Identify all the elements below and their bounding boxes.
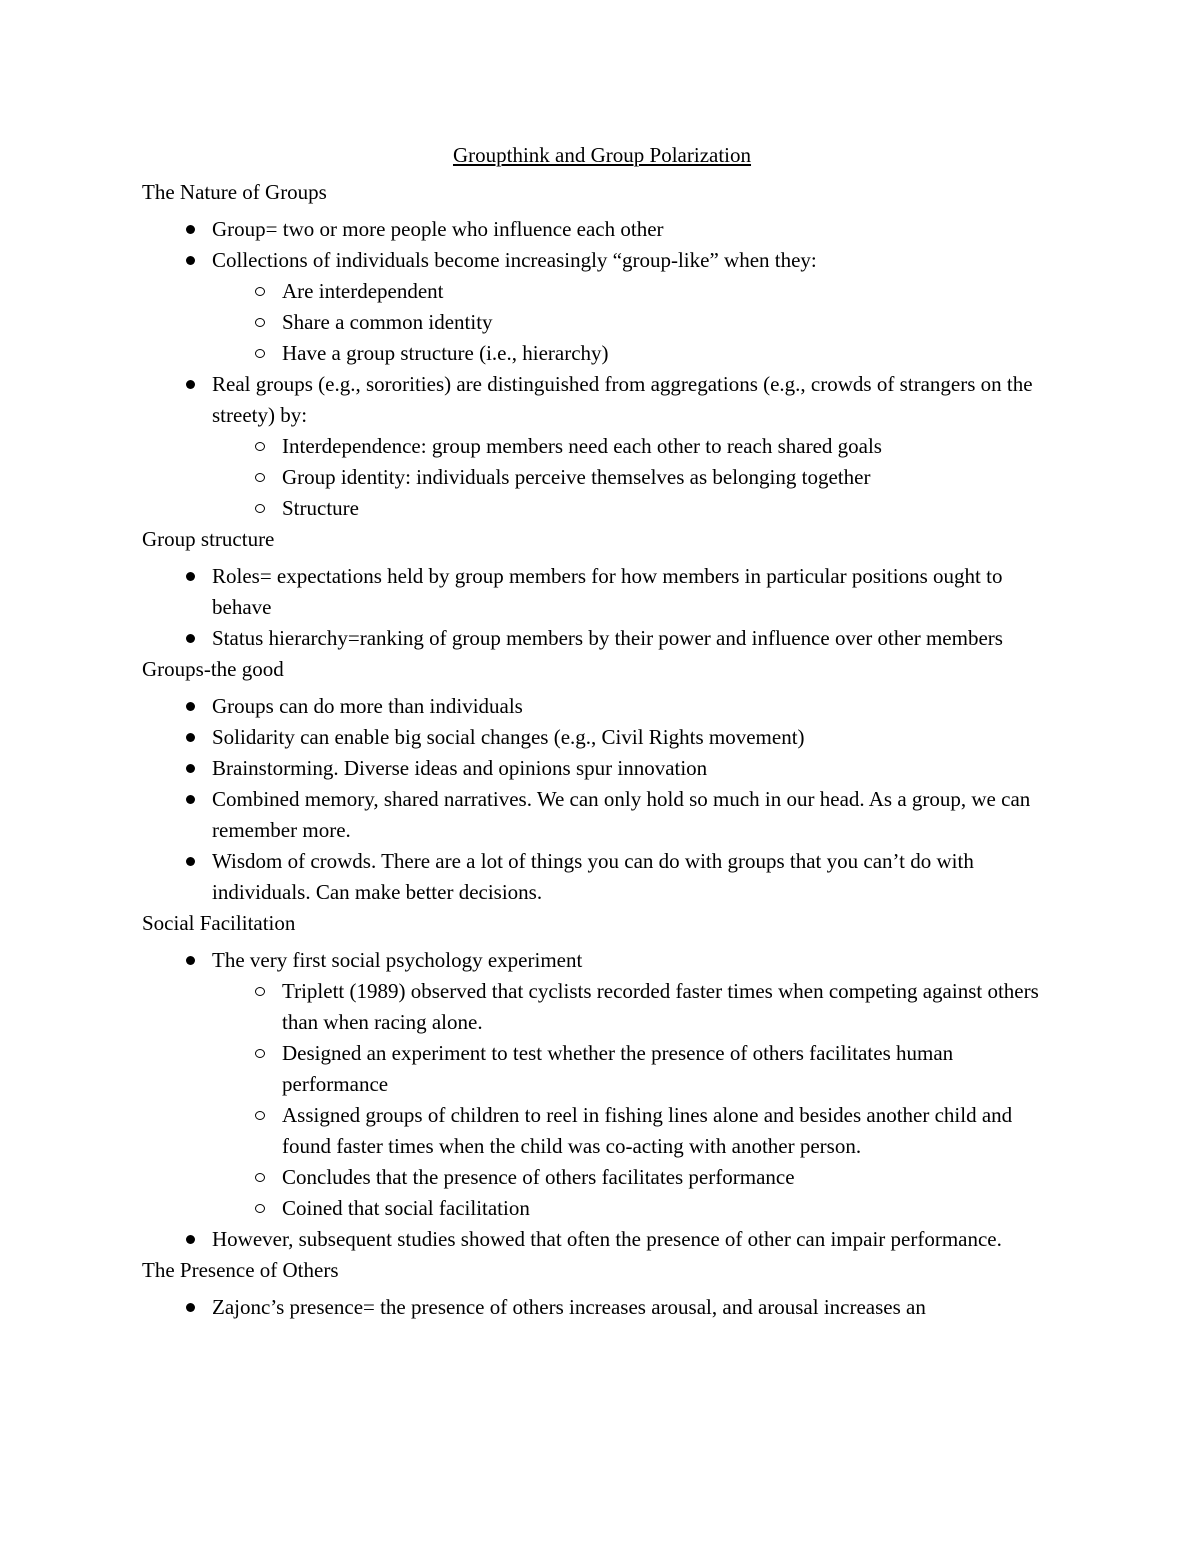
sub-list-item (212, 1162, 1062, 1193)
section-heading: The Presence of Others (142, 1258, 339, 1282)
list-item (142, 1292, 1062, 1323)
sub-list-item (212, 1100, 1062, 1162)
sub-list-item-text: Group identity: individuals perceive themselves as belonging together (282, 465, 871, 489)
sub-bullet-list (212, 976, 1062, 1224)
sub-list-item (212, 1193, 1062, 1224)
bullet-disc-icon (180, 245, 200, 276)
sub-list-item-text: Concludes that the presence of others facilitates performance (282, 1165, 795, 1189)
bullet-disc-icon (180, 722, 200, 753)
list-item-text: However, subsequent studies showed that often the presence of other can impair performance. (212, 1227, 1002, 1251)
bullet-circle-icon (250, 1162, 270, 1193)
bullet-circle-icon (250, 431, 270, 462)
sub-list-item-text: Share a common identity (282, 310, 493, 334)
bullet-circle-icon (250, 338, 270, 369)
section-heading: Group structure (142, 527, 275, 551)
section-heading: Groups-the good (142, 657, 284, 681)
document-content (142, 140, 1062, 1323)
sub-list-item-text: Triplett (1989) observed that cyclists recorded faster times when competing against others than when racing alone. (282, 979, 1039, 1034)
bullet-disc-icon (180, 369, 200, 400)
sub-list-item (212, 976, 1062, 1038)
list-item (142, 1224, 1062, 1255)
bullet-disc-icon (180, 945, 200, 976)
bullet-circle-icon (250, 1100, 270, 1131)
section-heading: The Nature of Groups (142, 180, 327, 204)
sub-list-item (212, 431, 1062, 462)
sub-list-item-text: Have a group structure (i.e., hierarchy) (282, 341, 609, 365)
list-item (142, 722, 1062, 753)
list-item (142, 945, 1062, 1224)
list-item-text: Group= two or more people who influence each other (212, 217, 664, 241)
bullet-list (142, 945, 1062, 1255)
bullet-list (142, 691, 1062, 908)
list-item-text: Combined memory, shared narratives. We can only hold so much in our head. As a group, we can remember more. (212, 787, 1031, 842)
list-item-text: Zajonc’s presence= the presence of others increases arousal, and arousal increases an (212, 1295, 926, 1319)
list-item-text: Wisdom of crowds. There are a lot of things you can do with groups that you can’t do with individuals. Can make better decisions. (212, 849, 974, 904)
sub-list-item-text: Interdependence: group members need each other to reach shared goals (282, 434, 882, 458)
list-item (142, 784, 1062, 846)
sub-list-item (212, 307, 1062, 338)
bullet-circle-icon (250, 1193, 270, 1224)
bullet-disc-icon (180, 846, 200, 877)
bullet-disc-icon (180, 784, 200, 815)
sub-list-item (212, 276, 1062, 307)
sub-list-item-text: Coined that social facilitation (282, 1196, 530, 1220)
list-item (142, 369, 1062, 524)
list-item-text: The very first social psychology experiment (212, 948, 583, 972)
list-item-text: Collections of individuals become increasingly “group-like” when they: (212, 248, 817, 272)
bullet-disc-icon (180, 753, 200, 784)
sub-bullet-list (212, 276, 1062, 369)
sub-list-item (212, 1038, 1062, 1100)
bullet-disc-icon (180, 1224, 200, 1255)
list-item (142, 214, 1062, 245)
list-item-text: Brainstorming. Diverse ideas and opinions spur innovation (212, 756, 708, 780)
bullet-circle-icon (250, 976, 270, 1007)
bullet-disc-icon (180, 623, 200, 654)
sub-bullet-list (212, 431, 1062, 524)
sub-list-item-text: Are interdependent (282, 279, 444, 303)
list-item (142, 753, 1062, 784)
bullet-list (142, 214, 1062, 524)
sub-list-item (212, 493, 1062, 524)
list-item (142, 623, 1062, 654)
bullet-circle-icon (250, 307, 270, 338)
list-item-text: Groups can do more than individuals (212, 694, 523, 718)
sub-list-item (212, 462, 1062, 493)
document-title: Groupthink and Group Polarization (452, 143, 752, 167)
sub-list-item-text: Designed an experiment to test whether the presence of others facilitates human performance (282, 1041, 954, 1096)
list-item-text: Real groups (e.g., sororities) are distinguished from aggregations (e.g., crowds of strangers on the streety) by: (212, 372, 1033, 427)
bullet-disc-icon (180, 561, 200, 592)
list-item-text: Solidarity can enable big social changes (e.g., Civil Rights movement) (212, 725, 805, 749)
list-item-text: Status hierarchy=ranking of group members by their power and influence over other members (212, 626, 1003, 650)
list-item-text: Roles= expectations held by group members for how members in particular positions ought to behave (212, 564, 1003, 619)
bullet-circle-icon (250, 493, 270, 524)
bullet-disc-icon (180, 1292, 200, 1323)
bullet-circle-icon (250, 276, 270, 307)
section-heading: Social Facilitation (142, 911, 296, 935)
sub-list-item-text: Assigned groups of children to reel in fishing lines alone and besides another child and found faster times when the child was co-acting with another person. (282, 1103, 1013, 1158)
list-item (142, 245, 1062, 369)
bullet-circle-icon (250, 1038, 270, 1069)
sub-list-item-text: Structure (282, 496, 359, 520)
bullet-circle-icon (250, 462, 270, 493)
list-item (142, 846, 1062, 908)
bullet-list (142, 561, 1062, 654)
list-item (142, 691, 1062, 722)
document-sections (142, 177, 1062, 1323)
sub-list-item (212, 338, 1062, 369)
bullet-disc-icon (180, 691, 200, 722)
bullet-disc-icon (180, 214, 200, 245)
bullet-list (142, 1292, 1062, 1323)
list-item (142, 561, 1062, 623)
